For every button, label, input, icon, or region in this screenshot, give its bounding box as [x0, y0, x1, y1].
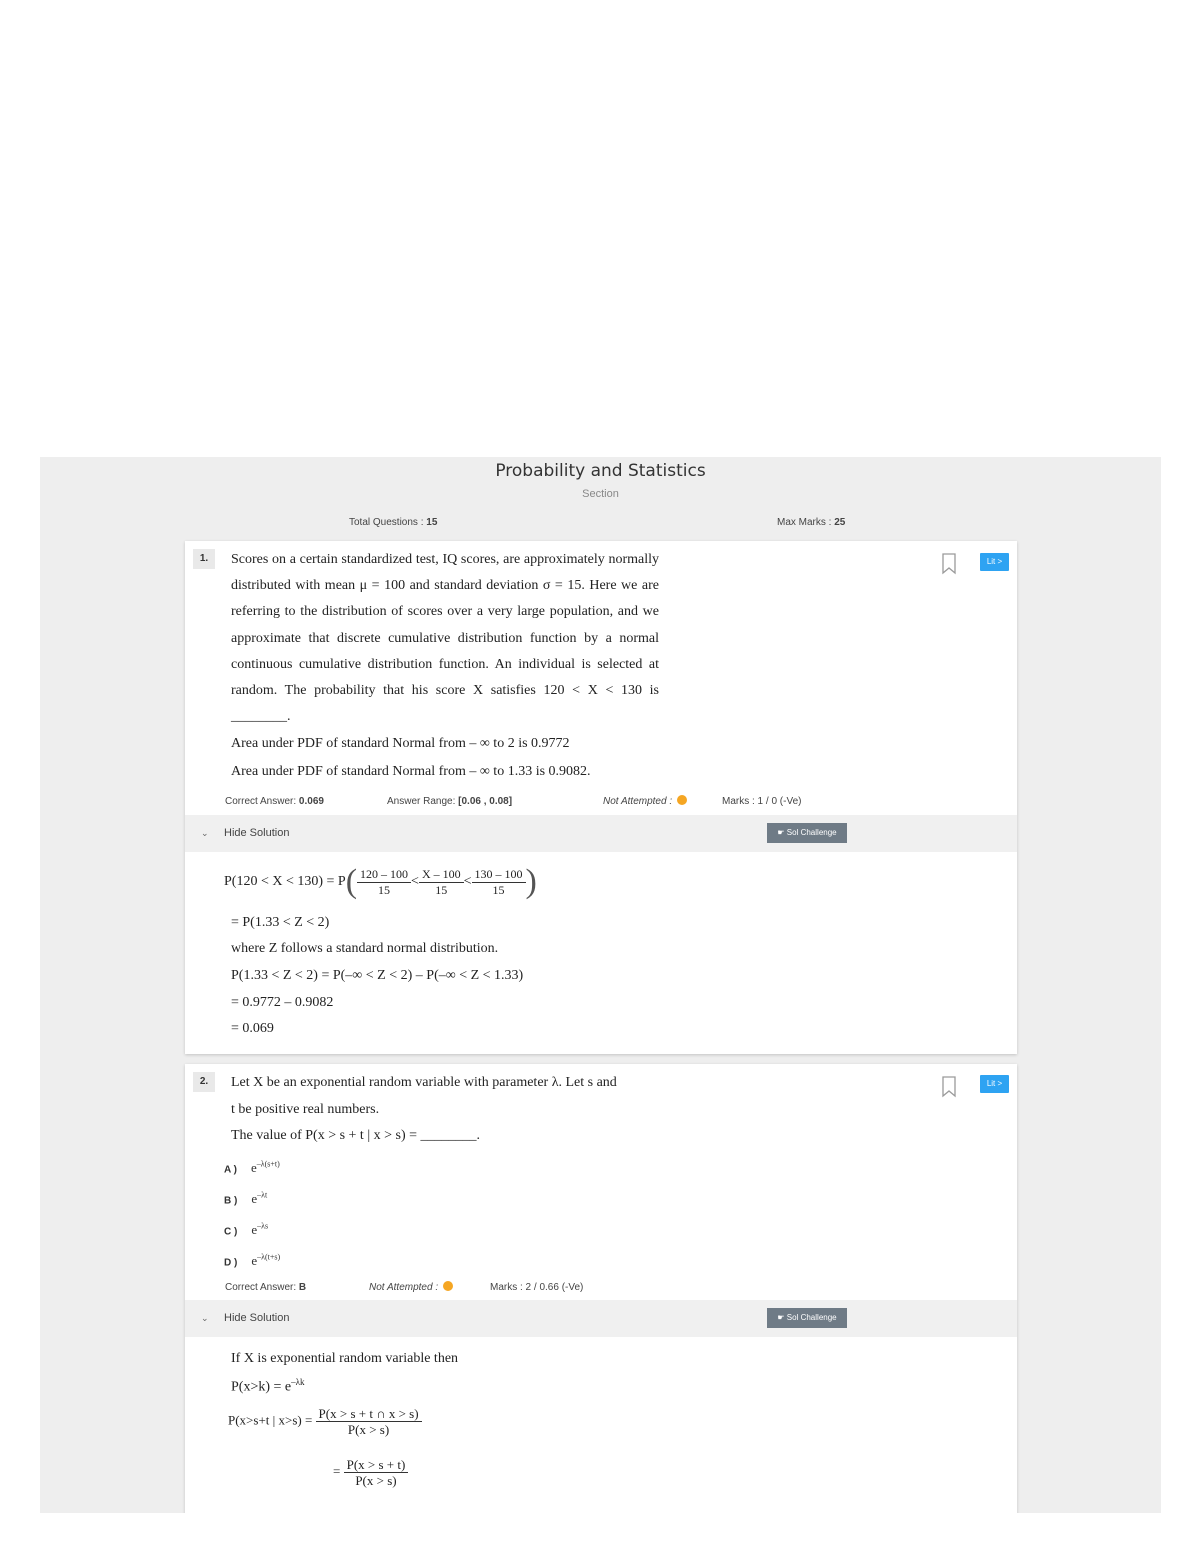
fraction-1: $\frac{120 - 100}{15}$	[357, 867, 411, 898]
marks: Marks : 1 / 0 (-Ve)	[722, 796, 802, 807]
sol-challenge-button[interactable]: ☛ Sol Challenge	[767, 1308, 847, 1328]
attempt-status: Not Attempted :	[603, 795, 687, 807]
bookmark-icon[interactable]	[941, 1076, 957, 1098]
fraction-3: $\frac{130 - 100}{15}$	[472, 867, 526, 898]
question-text-line: The value of P(x > s + t | x > s) = ________.	[231, 1128, 481, 1143]
chevron-down-icon[interactable]: ⌄	[201, 1313, 209, 1323]
correct-answer: Correct Answer: 0.069	[225, 796, 324, 807]
language-button[interactable]: Lit >	[980, 553, 1009, 571]
question-panel	[40, 457, 1161, 1513]
solution-line: If X is exponential random variable then	[231, 1351, 459, 1366]
not-attempted-icon	[677, 795, 687, 805]
correct-answer: Correct Answer: B	[225, 1282, 307, 1293]
solution-fraction-line: = $\frac{P(x > s + t)}{P(x > s)}$	[333, 1457, 408, 1488]
sol-challenge-button[interactable]: ☛ Sol Challenge	[767, 823, 847, 843]
hide-solution-toggle[interactable]: Hide Solution	[224, 1312, 290, 1324]
question-card-1	[185, 541, 1017, 1054]
question-card-2	[185, 1064, 1017, 1513]
solution-line: = 0.9772 – 0.9082	[231, 995, 334, 1010]
solution-line: = P(1.33 < Z < 2)	[231, 915, 330, 930]
solution-line: $P(x>k) = e^{-\lambda k}$	[231, 1377, 305, 1395]
language-button[interactable]: Lit >	[980, 1075, 1009, 1093]
question-number: 1.	[193, 549, 215, 569]
attempt-status: Not Attempted :	[369, 1281, 453, 1293]
question-text-line: Let X be an exponential random variable with parameter λ. Let s and	[231, 1075, 617, 1090]
answer-range: Answer Range: [0.06 , 0.08]	[387, 796, 513, 807]
hide-solution-toggle[interactable]: Hide Solution	[224, 827, 290, 839]
marks: Marks : 2 / 0.66 (-Ve)	[490, 1282, 584, 1293]
solution-line: P(1.33 < Z < 2) = P(–∞ < Z < 2) – P(–∞ < Z < 1.33)	[231, 968, 524, 983]
not-attempted-icon	[443, 1281, 453, 1291]
solution-equation: P(120 < X < 130) = P( $\frac{120 - 100}{15}$ < $\frac{X - 100}{15}$ < $\frac{130 - 100}{15}$ )	[224, 863, 537, 900]
fraction-2: $\frac{X - 100}{15}$	[419, 867, 464, 898]
bookmark-icon[interactable]	[941, 553, 957, 575]
max-marks: Max Marks : 25	[777, 517, 846, 528]
solution-bar	[185, 1300, 1017, 1337]
chevron-down-icon[interactable]: ⌄	[201, 828, 209, 838]
option-a[interactable]: A ) $e^{-\lambda(s+t)}$	[224, 1160, 280, 1176]
option-b[interactable]: B ) $e^{-\lambda t}$	[224, 1191, 268, 1207]
solution-line: = 0.069	[231, 1021, 274, 1036]
total-questions: Total Questions : 15	[349, 517, 438, 528]
question-text-line: t be positive real numbers.	[231, 1102, 380, 1117]
fraction-conditional: $\frac{P(x > s + t \cap x > s)}{P(x > s)}$	[316, 1406, 422, 1437]
question-number: 2.	[193, 1072, 215, 1092]
section-title: Probability and Statistics	[495, 461, 706, 481]
question-note-2: Area under PDF of standard Normal from – ∞ to 1.33 is 0.9082.	[231, 764, 591, 779]
fraction-simplified: $\frac{P(x > s + t)}{P(x > s)}$	[344, 1457, 409, 1488]
solution-bar	[185, 815, 1017, 852]
section-subtitle: Section	[582, 488, 619, 500]
solution-line: where Z follows a standard normal distribution.	[231, 941, 499, 956]
question-note-1: Area under PDF of standard Normal from – ∞ to 2 is 0.9772	[231, 736, 570, 751]
question-text: Scores on a certain standardized test, IQ scores, are approximately normally distributed with mean μ = 100 and standard deviation σ = 15. Here we are referring to the distribution of scores over a very large population, and we approximate that discrete cumulative distribution function by a normal continuous cumulative distribution function. An individual is selected at random. The probability that his score X satisfies 120 < X < 130 is ________.	[231, 552, 659, 725]
option-d[interactable]: D ) $e^{-\lambda(t+s)}$	[224, 1253, 281, 1269]
option-c[interactable]: C ) $e^{-\lambda s}$	[224, 1222, 269, 1238]
solution-fraction-line: P(x>s+t | x>s) = $\frac{P(x > s + t \cap x > s)}{P(x > s)}$	[228, 1406, 422, 1437]
